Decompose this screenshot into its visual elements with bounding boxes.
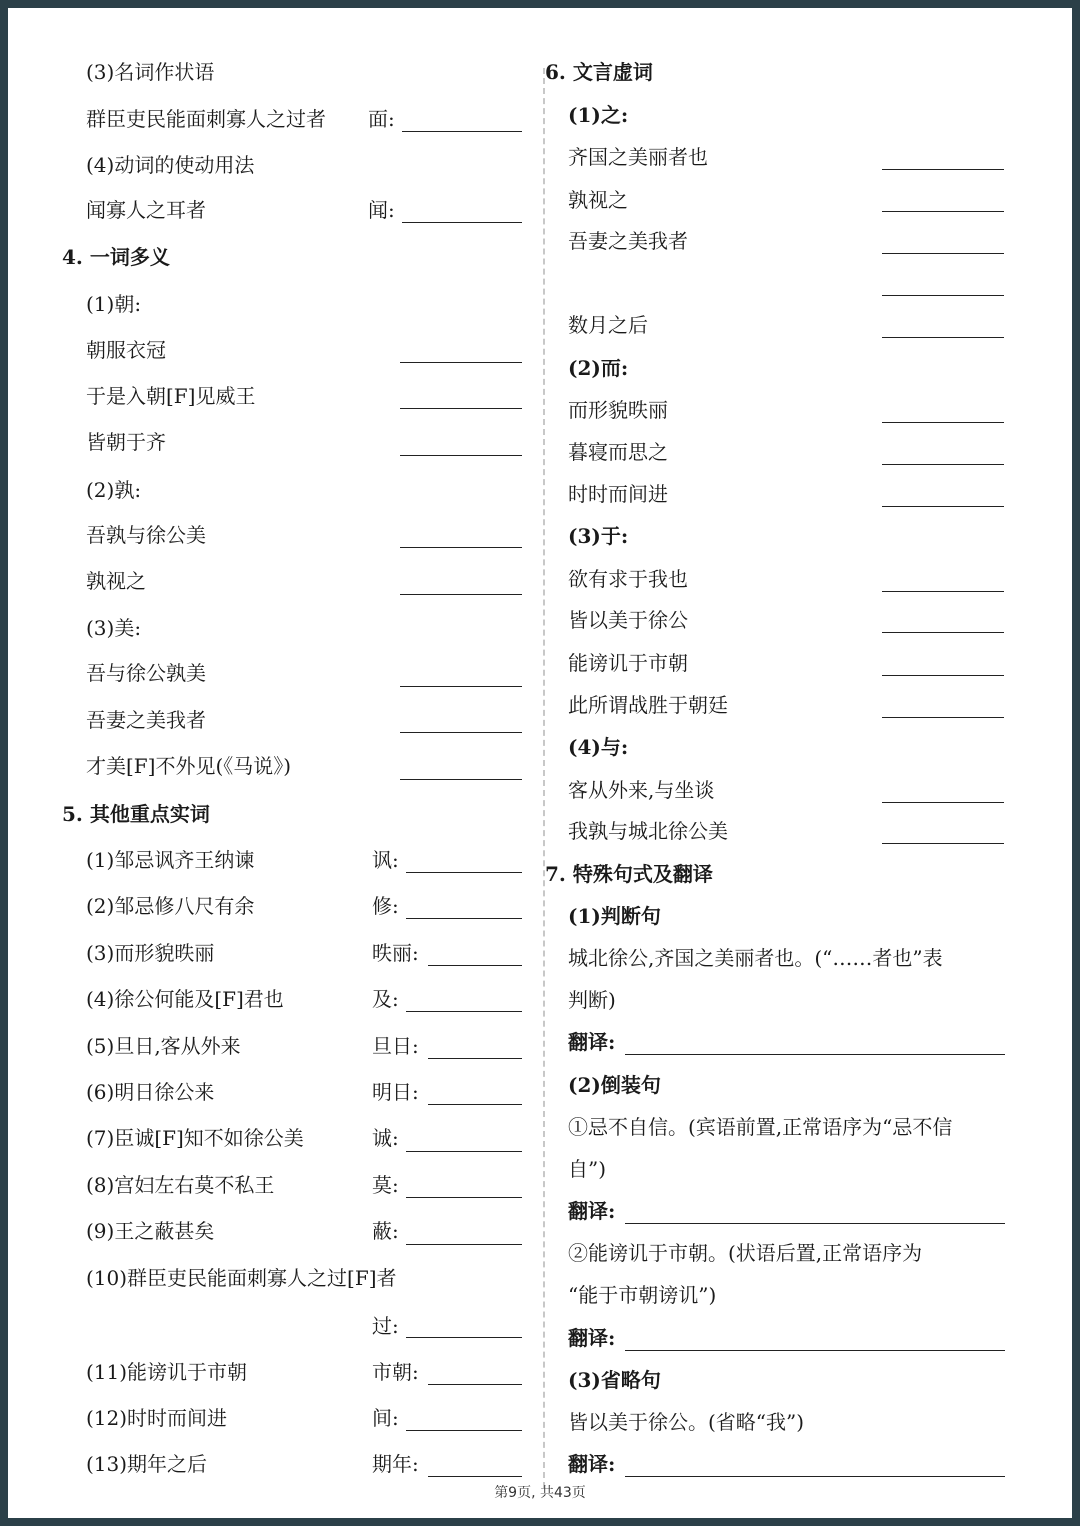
answer-label: 修: <box>372 894 399 918</box>
answer-blank[interactable] <box>428 1476 522 1477</box>
example-sentence: 闻寡人之耳者 <box>86 198 206 222</box>
translation-label: 翻译: <box>568 1030 616 1054</box>
answer-label: 诚: <box>372 1126 399 1150</box>
answer-blank[interactable] <box>882 253 1004 254</box>
example-sentence-cont: 判断) <box>568 988 616 1012</box>
example-sentence: 才美[F]不外见(《马说》) <box>86 754 292 778</box>
example-sentence: 欲有求于我也 <box>568 567 688 591</box>
answer-label: 旦日: <box>372 1034 419 1058</box>
answer-blank[interactable] <box>400 455 522 456</box>
heading-key-words: 5. 其他重点实词 <box>62 802 210 826</box>
example-sentence: 吾与徐公孰美 <box>86 661 206 685</box>
subheading-inversion: (2)倒装句 <box>568 1073 661 1097</box>
example-sentence: 群臣吏民能面刺寡人之过者 <box>86 107 326 131</box>
example-sentence: 能谤讥于市朝 <box>568 651 688 675</box>
translation-blank[interactable] <box>625 1476 1005 1477</box>
answer-blank[interactable] <box>406 1011 522 1012</box>
vocab-item: (12)时时而间进 <box>86 1406 228 1430</box>
answer-blank[interactable] <box>400 408 522 409</box>
answer-blank[interactable] <box>406 1430 522 1431</box>
vocab-item: (6)明日徐公来 <box>86 1080 215 1104</box>
vocab-item: (9)王之蔽甚矣 <box>86 1219 215 1243</box>
translation-blank[interactable] <box>625 1054 1005 1055</box>
example-sentence: 时时而间进 <box>568 482 668 506</box>
translation-blank[interactable] <box>625 1223 1005 1224</box>
vocab-item: (4)徐公何能及[F]君也 <box>86 987 284 1011</box>
answer-blank[interactable] <box>400 547 522 548</box>
answer-blank[interactable] <box>402 131 522 132</box>
answer-blank[interactable] <box>882 422 1004 423</box>
answer-blank[interactable] <box>406 918 522 919</box>
example-sentence-cont: 自”) <box>568 1157 607 1181</box>
example-sentence: 皆以美于徐公。(省略“我”) <box>568 1410 805 1434</box>
subheading-yu: (3)于: <box>568 524 629 548</box>
answer-blank[interactable] <box>882 506 1004 507</box>
answer-blank[interactable] <box>406 1151 522 1152</box>
answer-label: 过: <box>372 1314 399 1338</box>
answer-blank[interactable] <box>882 843 1004 844</box>
example-sentence: 皆以美于徐公 <box>568 608 688 632</box>
answer-label: 期年: <box>372 1452 419 1476</box>
answer-label: 莫: <box>372 1173 399 1197</box>
example-sentence: 城北徐公,齐国之美丽者也。(“……者也”表 <box>568 946 943 970</box>
heading-polysemy: 4. 一词多义 <box>62 245 170 269</box>
example-sentence: ②能谤讥于市朝。(状语后置,正常语序为 <box>568 1241 923 1265</box>
answer-blank[interactable] <box>400 686 522 687</box>
translation-label: 翻译: <box>568 1199 616 1223</box>
subheading-judgment: (1)判断句 <box>568 904 661 928</box>
answer-blank[interactable] <box>882 169 1004 170</box>
vocab-item: (5)旦日,客从外来 <box>86 1034 241 1058</box>
answer-blank[interactable] <box>400 732 522 733</box>
answer-blank[interactable] <box>882 632 1004 633</box>
subheading-er: (2)而: <box>568 356 629 380</box>
section-noun-adverbial: (3)名词作状语 <box>86 60 215 84</box>
example-sentence: 朝服衣冠 <box>86 338 166 362</box>
answer-label: 及: <box>372 987 399 1011</box>
example-sentence: 孰视之 <box>86 569 146 593</box>
example-sentence: 吾妻之美我者 <box>568 229 688 253</box>
heading-function-words: 6. 文言虚词 <box>545 60 653 84</box>
example-sentence: 我孰与城北徐公美 <box>568 819 728 843</box>
answer-blank[interactable] <box>882 802 1004 803</box>
answer-blank[interactable] <box>406 1197 522 1198</box>
answer-label: 面: <box>368 107 395 131</box>
answer-blank[interactable] <box>406 1244 522 1245</box>
answer-blank[interactable] <box>882 337 1004 338</box>
vocab-item: (3)而形貌昳丽 <box>86 941 215 965</box>
answer-blank[interactable] <box>428 1058 522 1059</box>
vocab-item: (8)宫妇左右莫不私王 <box>86 1173 275 1197</box>
subheading-zhi: (1)之: <box>568 103 629 127</box>
example-sentence: 于是入朝[F]见威王 <box>86 384 256 408</box>
example-sentence: 皆朝于齐 <box>86 430 166 454</box>
answer-blank[interactable] <box>428 1384 522 1385</box>
example-sentence: 而形貌昳丽 <box>568 398 668 422</box>
example-sentence: 孰视之 <box>568 188 628 212</box>
answer-label: 闻: <box>368 198 395 222</box>
vocab-item: (10)群臣吏民能面刺寡人之过[F]者 <box>86 1266 397 1290</box>
answer-label: 明日: <box>372 1080 419 1104</box>
vocab-item: (2)邹忌修八尺有余 <box>86 894 255 918</box>
example-sentence-cont: “能于市朝谤讥”) <box>568 1283 717 1307</box>
translation-blank[interactable] <box>625 1350 1005 1351</box>
answer-blank[interactable] <box>406 1337 522 1338</box>
vocab-item: (11)能谤讥于市朝 <box>86 1360 248 1384</box>
subheading-ellipsis: (3)省略句 <box>568 1368 661 1392</box>
answer-blank[interactable] <box>882 591 1004 592</box>
subheading-yu-with: (4)与: <box>568 735 629 759</box>
answer-blank[interactable] <box>882 295 1004 296</box>
answer-blank[interactable] <box>428 1104 522 1105</box>
answer-blank[interactable] <box>402 222 522 223</box>
answer-label: 间: <box>372 1406 399 1430</box>
answer-blank[interactable] <box>882 464 1004 465</box>
example-sentence: 吾孰与徐公美 <box>86 523 206 547</box>
answer-blank[interactable] <box>400 779 522 780</box>
answer-label: 市朝: <box>372 1360 419 1384</box>
vocab-item: (7)臣诚[F]知不如徐公美 <box>86 1126 304 1150</box>
page-number: 第9页, 共43页 <box>494 1485 586 1501</box>
example-sentence: 客从外来,与坐谈 <box>568 778 715 802</box>
example-sentence: ①忌不自信。(宾语前置,正常语序为“忌不信 <box>568 1115 953 1139</box>
subheading-shu: (2)孰: <box>86 478 142 502</box>
vocab-item: (13)期年之后 <box>86 1452 208 1476</box>
section-causative-verb: (4)动词的使动用法 <box>86 153 255 177</box>
answer-label: 讽: <box>372 848 399 872</box>
example-sentence: 暮寝而思之 <box>568 440 668 464</box>
answer-label: 昳丽: <box>372 941 419 965</box>
answer-blank[interactable] <box>882 675 1004 676</box>
answer-blank[interactable] <box>882 717 1004 718</box>
answer-blank[interactable] <box>428 965 522 966</box>
answer-blank[interactable] <box>882 211 1004 212</box>
answer-label: 蔽: <box>372 1219 399 1243</box>
translation-label: 翻译: <box>568 1452 616 1476</box>
answer-blank[interactable] <box>400 362 522 363</box>
example-sentence: 齐国之美丽者也 <box>568 145 708 169</box>
subheading-mei: (3)美: <box>86 616 142 640</box>
answer-blank[interactable] <box>400 594 522 595</box>
vocab-item: (1)邹忌讽齐王纳谏 <box>86 848 255 872</box>
example-sentence: 数月之后 <box>568 313 648 337</box>
answer-blank[interactable] <box>406 872 522 873</box>
translation-label: 翻译: <box>568 1326 616 1350</box>
example-sentence: 吾妻之美我者 <box>86 708 206 732</box>
subheading-chao: (1)朝: <box>86 292 142 316</box>
heading-special-sentences: 7. 特殊句式及翻译 <box>545 862 713 886</box>
example-sentence: 此所谓战胜于朝廷 <box>568 693 728 717</box>
column-divider <box>543 68 545 1488</box>
